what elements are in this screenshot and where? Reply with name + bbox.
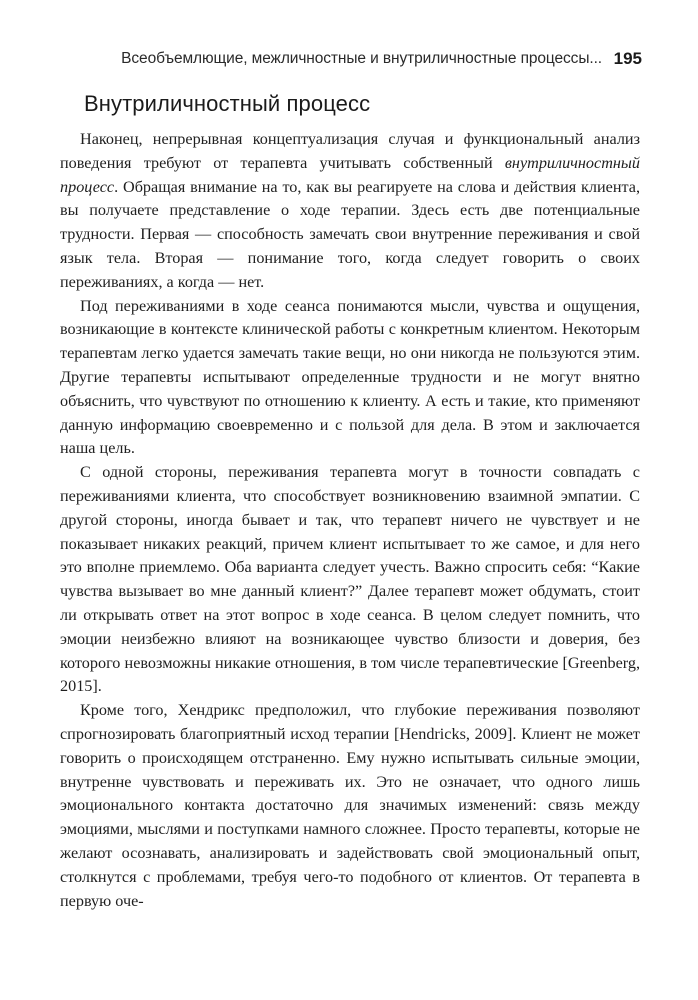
running-header	[70, 50, 642, 72]
paragraph-1-italic-term: внутриличностный процесс	[60, 153, 640, 196]
paragraph-1-text-start: Наконец, непрерывная концептуализация случая и функциональный анализ поведения требуют от терапевта учитывать собственный	[60, 130, 640, 172]
paragraph-1	[60, 128, 640, 295]
paragraph-4: Кроме того, Хендрикс предположил, что глубокие переживания позволяют спрогнозировать благоприятный исход терапии [Hendricks, 2009]. Клиент не может говорить о происходящем отстраненно. Ему нужно испытывать сильные эмоции, внутренне чувствовать и переживать их. Это не означает, что одного лишь эмоционального контакта достаточно для значимых изменений: связь между эмоциями, мыслями и поступками намного сложнее. Просто терапевты, которые не желают осознавать, анализировать и задействовать свой эмоциональный опыт, столкнутся с проблемами, требуя чего-то подобного от клиентов. От терапевта в первую оче-	[60, 701, 640, 910]
page-number: 195	[613, 49, 642, 68]
paragraph-2: Под переживаниями в ходе сеанса понимаются мысли, чувства и ощущения, возникающие в контексте клинической работы с конкретным клиентом. Некоторым терапевтам легко удается замечать такие вещи, но они никогда не пользуются этим. Другие терапевты испытывают определенные трудности и не могут внятно объяснить, что чувствуют по отношению к клиенту. А есть и такие, кто применяют данную информацию своевременно и с пользой для дела. В этом и заключается наша цель.	[60, 296, 640, 458]
body-text	[60, 128, 640, 913]
section-heading: Внутриличностный процесс	[84, 91, 371, 116]
running-title: Всеобъемлющие, межличностные и внутриличностные процессы...	[121, 50, 602, 67]
paragraph-3: С одной стороны, переживания терапевта могут в точности совпадать с переживаниями клиента, что способствует возникновению взаимной эмпатии. С другой стороны, иногда бывает и так, что терапевт ничего не чувствует и не показывает никаких реакций, причем клиент испытывает то же самое, и для него это вполне приемлемо. Оба варианта следует учесть. Важно спросить себя: “Какие чувства вызывает во мне данный клиент?” Далее терапевт может обдумать, стоит ли открывать ответ на этот вопрос в ходе сеанса. В целом следует помнить, что эмоции неизбежно влияют на возникающее чувство близости и доверия, без которого невозможны никакие отношения, в том числе терапевтические [Greenberg, 2015].	[60, 463, 640, 696]
paragraph-1-text-end: . Обращая внимание на то, как вы реагируете на слова и действия клиента, вы получаете представление о ходе терапии. Здесь есть две потенциальные трудности. Первая — способность замечать свои внутренние переживания и свой язык тела. Вторая — понимание того, когда следует говорить о своих переживаниях, а когда — нет.	[60, 177, 640, 291]
